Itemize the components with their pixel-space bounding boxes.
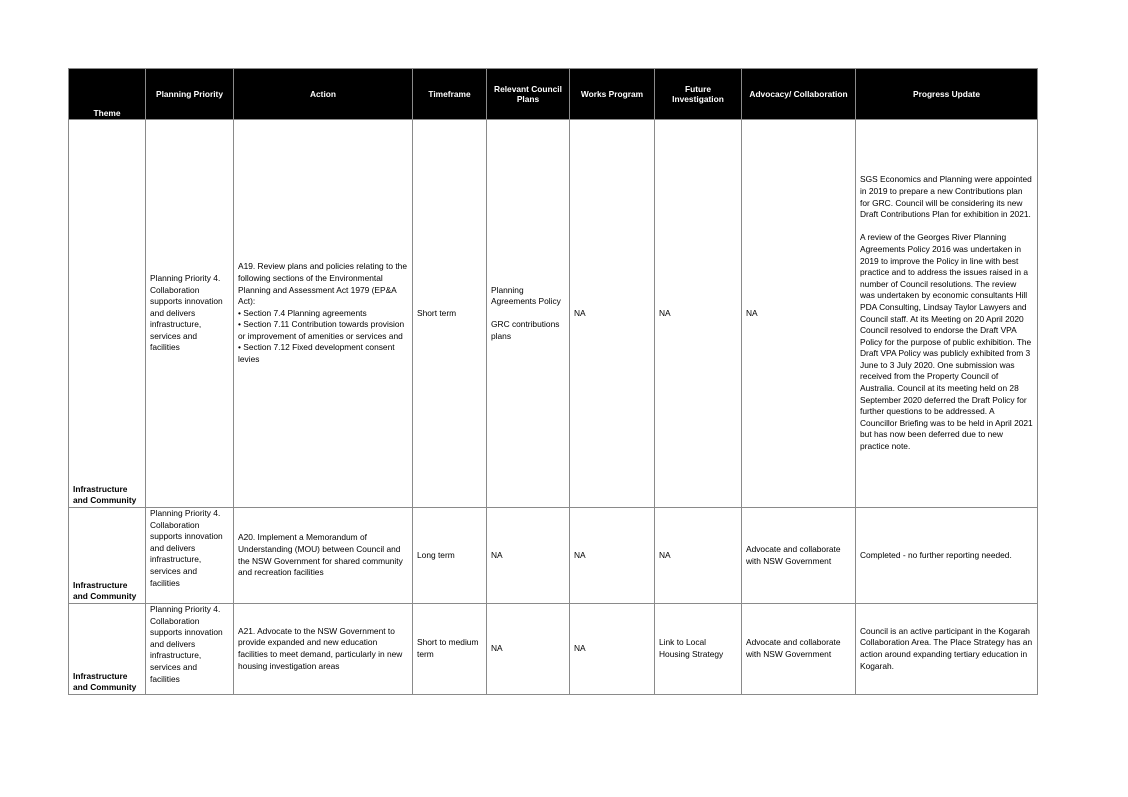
council-plans-cell: NA — [487, 604, 570, 695]
header-planning-priority: Planning Priority — [146, 69, 234, 120]
timeframe-cell: Short term — [413, 120, 487, 508]
progress-update-cell: Council is an active participant in the Kogarah Collaboration Area. The Place Strategy has an action around expanding tertiary education in Kogarah. — [856, 604, 1038, 695]
theme-cell: Infrastructure and Community — [69, 604, 146, 695]
header-council-plans: Relevant Council Plans — [487, 69, 570, 120]
works-program-cell: NA — [570, 604, 655, 695]
header-advocacy: Advocacy/ Collaboration — [742, 69, 856, 120]
future-investigation-cell: Link to Local Housing Strategy — [655, 604, 742, 695]
header-theme: Theme — [69, 69, 146, 120]
action-cell: A20. Implement a Memorandum of Understanding (MOU) between Council and the NSW Government for shared community and recreation facilities — [234, 508, 413, 604]
table-header-row — [69, 69, 1038, 120]
council-plan-item: GRC contributions plans — [491, 319, 560, 341]
progress-update-cell: Completed - no further reporting needed. — [856, 508, 1038, 604]
future-investigation-cell: NA — [655, 508, 742, 604]
header-timeframe: Timeframe — [413, 69, 487, 120]
advocacy-cell: Advocate and collaborate with NSW Government — [742, 508, 856, 604]
timeframe-cell: Short to medium term — [413, 604, 487, 695]
future-investigation-cell: NA — [655, 120, 742, 508]
planning-priority-cell: Planning Priority 4. Collaboration supports innovation and delivers infrastructure, services and facilities — [146, 604, 234, 695]
table-row — [69, 508, 1038, 604]
header-works-program: Works Program — [570, 69, 655, 120]
table-row — [69, 604, 1038, 695]
works-program-cell: NA — [570, 508, 655, 604]
planning-priority-cell: Planning Priority 4. Collaboration supports innovation and delivers infrastructure, services and facilities — [146, 508, 234, 604]
council-plan-item: Planning Agreements Policy — [491, 284, 561, 307]
timeframe-cell: Long term — [413, 508, 487, 604]
header-action: Action — [234, 69, 413, 120]
advocacy-cell: Advocate and collaborate with NSW Government — [742, 604, 856, 695]
theme-cell: Infrastructure and Community — [69, 508, 146, 604]
council-plans-cell: NA — [487, 508, 570, 604]
header-future-investigation: Future Investigation — [655, 69, 742, 120]
theme-cell: Infrastructure and Community — [69, 120, 146, 508]
progress-update-cell: SGS Economics and Planning were appointed in 2019 to prepare a new Contributions plan for GRC. Council will be considering its new Draft Contributions Plan for exhibition in 2021. A review of the Georges River Planning Agreements Policy 2016 was undertaken in 2019 to improve the Policy in line with best practice and to address the issues raised in a number of Council resolutions. The review was undertaken by economic consultants Hill PDA Consulting, Lindsay Taylor Lawyers and Council staff. At its Meeting on 20 April 2020 Council resolved to endorse the Draft VPA Policy for the purpose of public exhibition. The Draft VPA Policy was publicly exhibited from 3 June to 3 July 2020. One submission was received from the Property Council of Australia. Council at its meeting held on 28 September 2020 deferred the Draft Policy for further questions to be addressed. A Councillor Briefing was to be held in April 2021 but has now been deferred due to new practice note. — [856, 120, 1038, 508]
table-row — [69, 120, 1038, 508]
action-cell: A19. Review plans and policies relating to the following sections of the Environmental Planning and Assessment Act 1979 (EP&A Act): • Section 7.4 Planning agreements • Section 7.11 Contribution towards provision or improvement of amenities or services and • Section 7.12 Fixed development consent levies — [234, 120, 413, 508]
advocacy-cell: NA — [742, 120, 856, 508]
works-program-cell: NA — [570, 120, 655, 508]
planning-priority-cell: Planning Priority 4. Collaboration supports innovation and delivers infrastructure, services and facilities — [146, 120, 234, 508]
header-progress-update: Progress Update — [856, 69, 1038, 120]
planning-actions-table — [68, 68, 1038, 695]
action-cell: A21. Advocate to the NSW Government to provide expanded and new education facilities to meet demand, particularly in new housing investigation areas — [234, 604, 413, 695]
council-plans-cell — [487, 120, 570, 508]
